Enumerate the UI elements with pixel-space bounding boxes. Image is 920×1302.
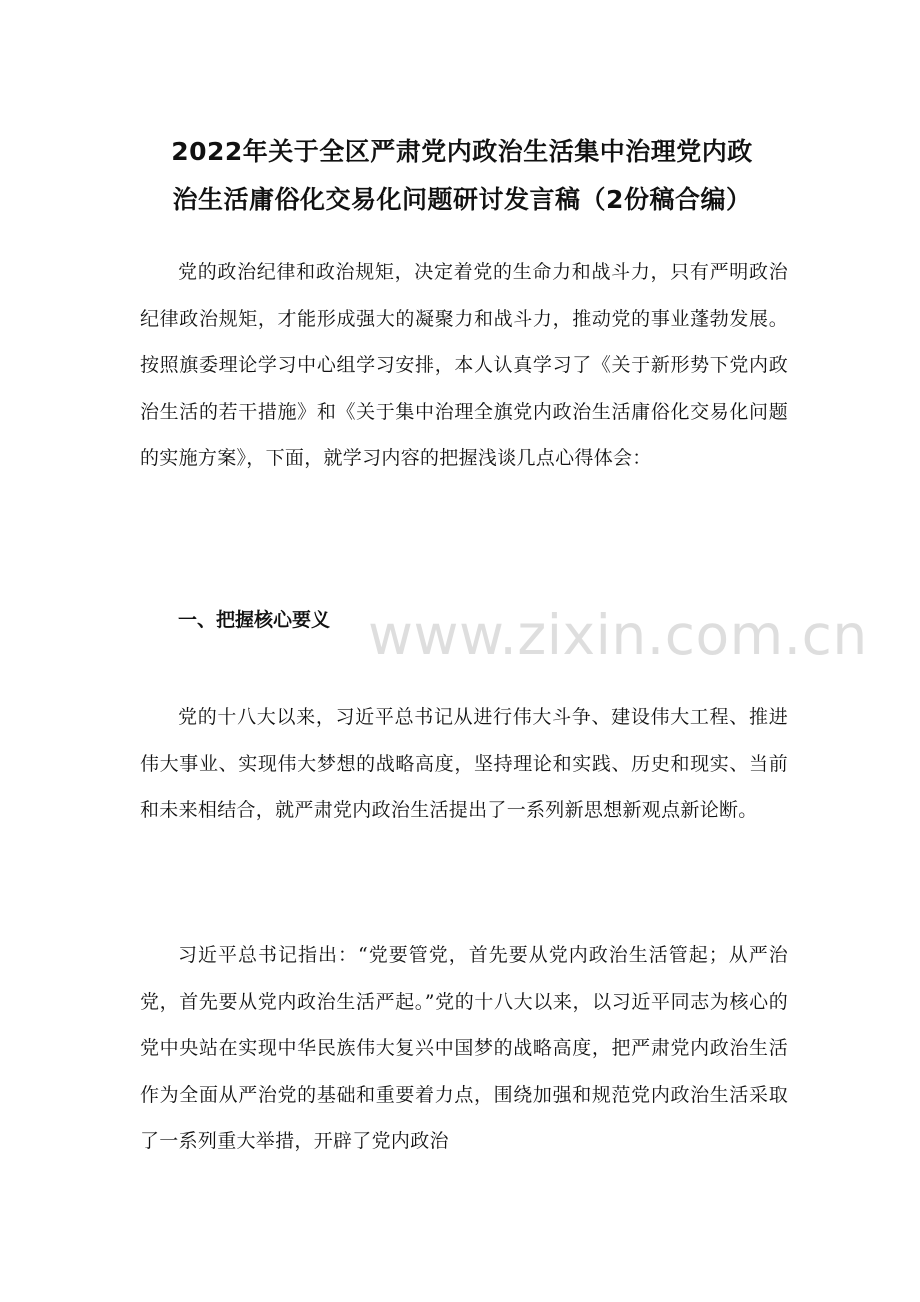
- intro-paragraph: 党的政治纪律和政治规矩，决定着党的生命力和战斗力，只有严明政治纪律政治规矩，才能形成强大的凝聚力和战斗力，推动党的事业蓬勃发展。按照旗委理论学习中心组学习安排，本人认真学习了《关于新形势下党内政治生活的若干措施》和《关于集中治理全旗党内政治生活庸俗化交易化问题的实施方案》，下面，就学习内容的把握浅谈几点心得体会：: [140, 261, 788, 469]
- section-heading: 一、把握核心要义: [178, 609, 331, 631]
- title-line-1: 2022年关于全区严肃党内政治生活集中治理党内政: [171, 136, 753, 166]
- document-title: [112, 128, 812, 224]
- title-line-2: 治生活庸俗化交易化问题研讨发言稿（2份稿合编）: [172, 184, 752, 214]
- site-watermark: www.zixin.com.cn: [368, 603, 868, 667]
- section-paragraph-1: 党的十八大以来，习近平总书记从进行伟大斗争、建设伟大工程、推进伟大事业、实现伟大梦想的战略高度，坚持理论和实践、历史和现实、当前和未来相结合，就严肃党内政治生活提出了一系列新思想新观点新论断。: [140, 706, 788, 821]
- section-paragraph-2: 习近平总书记指出：“党要管党，首先要从党内政治生活管起；从严治党，首先要从党内政治生活严起。”党的十八大以来，以习近平同志为核心的党中央站在实现中华民族伟大复兴中国梦的战略高度，把严肃党内政治生活作为全面从严治党的基础和重要着力点，围绕加强和规范党内政治生活采取了一系列重大举措，开辟了党内政治: [140, 944, 788, 1152]
